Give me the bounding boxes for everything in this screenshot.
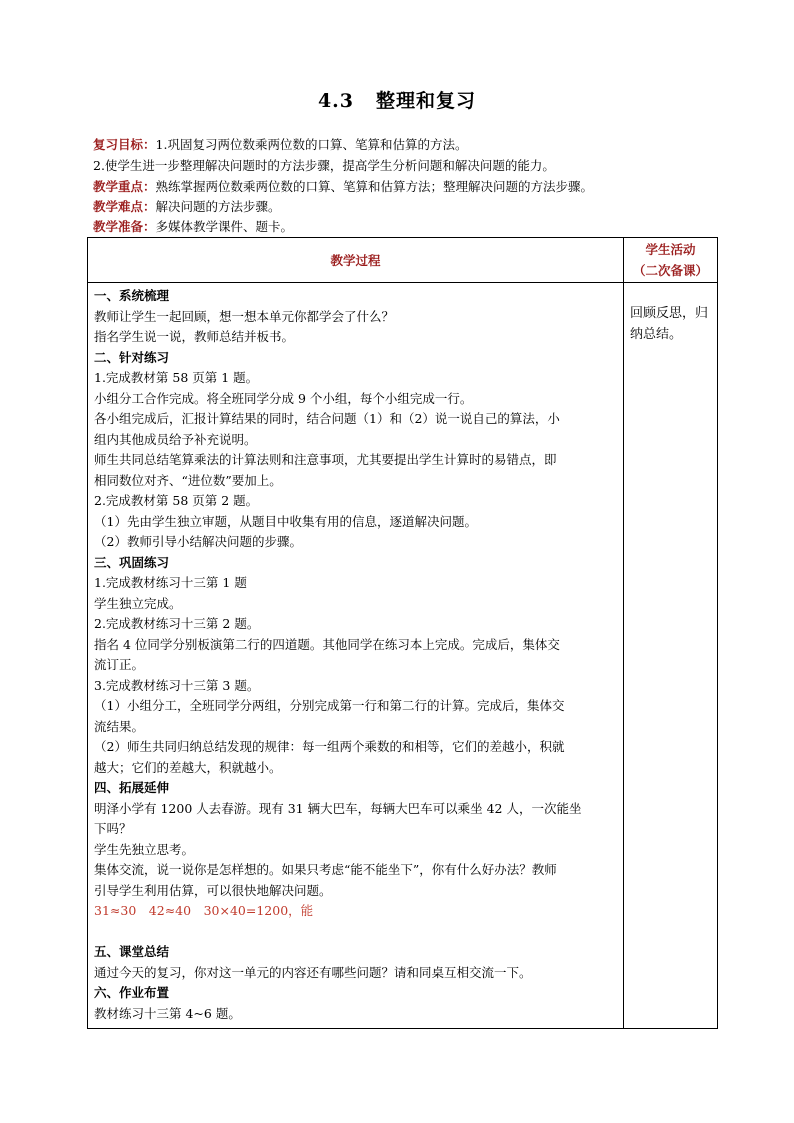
meta-text: 2.使学生进一步整理解决问题时的方法步骤，提高学生分析问题和解决问题的能力。 [93, 158, 555, 173]
process-line: 1.完成教材第 58 页第 1 题。 [94, 370, 259, 385]
process-line: 3.完成教材练习十三第 3 题。 [94, 677, 260, 693]
meta-label: 复习目标： [93, 137, 156, 152]
lesson-number: 4.3 [317, 90, 355, 112]
page-title [0, 86, 794, 113]
process-line: （2）师生共同归纳总结发现的规律：每一组两个乘数的和相等，它们的差越小，积就 [94, 739, 565, 754]
process-line: 教师让学生一起回顾，想一想本单元你都学会了什么？ [94, 308, 395, 324]
process-line: 通过今天的复习，你对这一单元的内容还有哪些问题？请和同桌互相交流一下。 [94, 964, 532, 980]
meta-line [93, 176, 733, 197]
meta-line [93, 216, 733, 237]
header-activity-line2: （二次备课） [632, 263, 708, 278]
process-line: 小组分工合作完成。将全班同学分成 9 个小组，每个小组完成一行。 [94, 390, 473, 406]
process-line: 引导学生利用估算，可以很快地解决问题。 [94, 882, 332, 898]
process-line: （1）小组分工，全班同学分两组，分别完成第一行和第二行的计算。完成后，集体交 [94, 698, 565, 713]
process-line: 师生共同总结笔算乘法的计算法则和注意事项，尤其要提出学生计算时的易错点，即 [94, 452, 557, 467]
lesson-title: 整理和复习 [376, 90, 477, 112]
process-line: 相同数位对齐、“进位数”要加上。 [94, 472, 282, 488]
meta-line [93, 155, 733, 176]
process-line: 指名 4 位同学分别板演第二行的四道题。其他同学在练习本上完成。完成后，集体交 [94, 636, 560, 652]
activity-line2: 纳总结。 [630, 327, 683, 342]
meta-line [93, 134, 733, 155]
process-line: （1）先由学生独立审题，从题目中收集有用的信息，逐道解决问题。 [94, 513, 477, 529]
process-line: 31≈30 42≈40 30×40=1200，能 [94, 903, 314, 918]
meta-text: 1.巩固复习两位数乘两位数的口算、笔算和估算的方法。 [155, 137, 468, 152]
section-heading: 六、作业布置 [94, 985, 170, 1000]
process-line: 明泽小学有 1200 人去春游。现有 31 辆大巴车，每辆大巴车可以乘坐 42 人，一次能坐 [94, 800, 582, 816]
process-line: 1.完成教材练习十三第 1 题 [94, 575, 247, 590]
process-line: 越大；它们的差越大，积就越小。 [94, 759, 282, 775]
meta-label: 教学难点： [93, 199, 156, 214]
process-line: 流结果。 [94, 718, 145, 734]
process-line: 各小组完成后，汇报计算结果的同时，结合问题（1）和（2）说一说自己的算法，小 [94, 411, 560, 426]
meta-text: 熟练掌握两位数乘两位数的口算、笔算和估算方法；整理解决问题的方法步骤。 [155, 179, 594, 194]
meta-text: 解决问题的方法步骤。 [155, 199, 281, 214]
header-process: 教学过程 [88, 238, 624, 283]
section-heading: 五、课堂总结 [94, 944, 170, 959]
process-content [88, 283, 624, 1029]
table-body-row [88, 283, 718, 1029]
section-heading: 四、拓展延伸 [94, 780, 170, 795]
section-heading: 二、针对练习 [94, 349, 170, 365]
process-line: 2.完成教材练习十三第 2 题。 [94, 616, 260, 631]
process-line: （2）教师引导小结解决问题的步骤。 [94, 534, 302, 549]
process-line: 集体交流，说一说你是怎样想的。如果只考虑“能不能坐下”，你有什么好办法？教师 [94, 862, 557, 877]
meta-text: 多媒体教学课件、题卡。 [155, 219, 294, 234]
section-heading: 一、系统梳理 [94, 288, 170, 303]
table-header-row [88, 238, 718, 283]
header-activity-line1: 学生活动 [645, 242, 696, 257]
process-line: 下吗？ [94, 821, 132, 836]
process-line: 教材练习十三第 4~6 题。 [94, 1005, 241, 1021]
activity-content [624, 283, 718, 1029]
process-line: 流订正。 [94, 657, 145, 672]
process-line: 指名学生说一说，教师总结并板书。 [94, 329, 295, 344]
process-line: 学生独立完成。 [94, 595, 182, 611]
header-activity [624, 238, 718, 283]
meta-label: 教学重点： [93, 179, 156, 194]
meta-line [93, 196, 733, 217]
meta-label: 教学准备： [93, 219, 156, 234]
process-line: 学生先独立思考。 [94, 841, 195, 857]
section-heading: 三、巩固练习 [94, 554, 170, 570]
process-line: 组内其他成员给予补充说明。 [94, 431, 257, 447]
lesson-table [87, 237, 718, 1029]
process-line: 2.完成教材第 58 页第 2 题。 [94, 493, 259, 508]
activity-line1: 回顾反思，归 [630, 306, 709, 321]
blank-line [94, 922, 617, 943]
